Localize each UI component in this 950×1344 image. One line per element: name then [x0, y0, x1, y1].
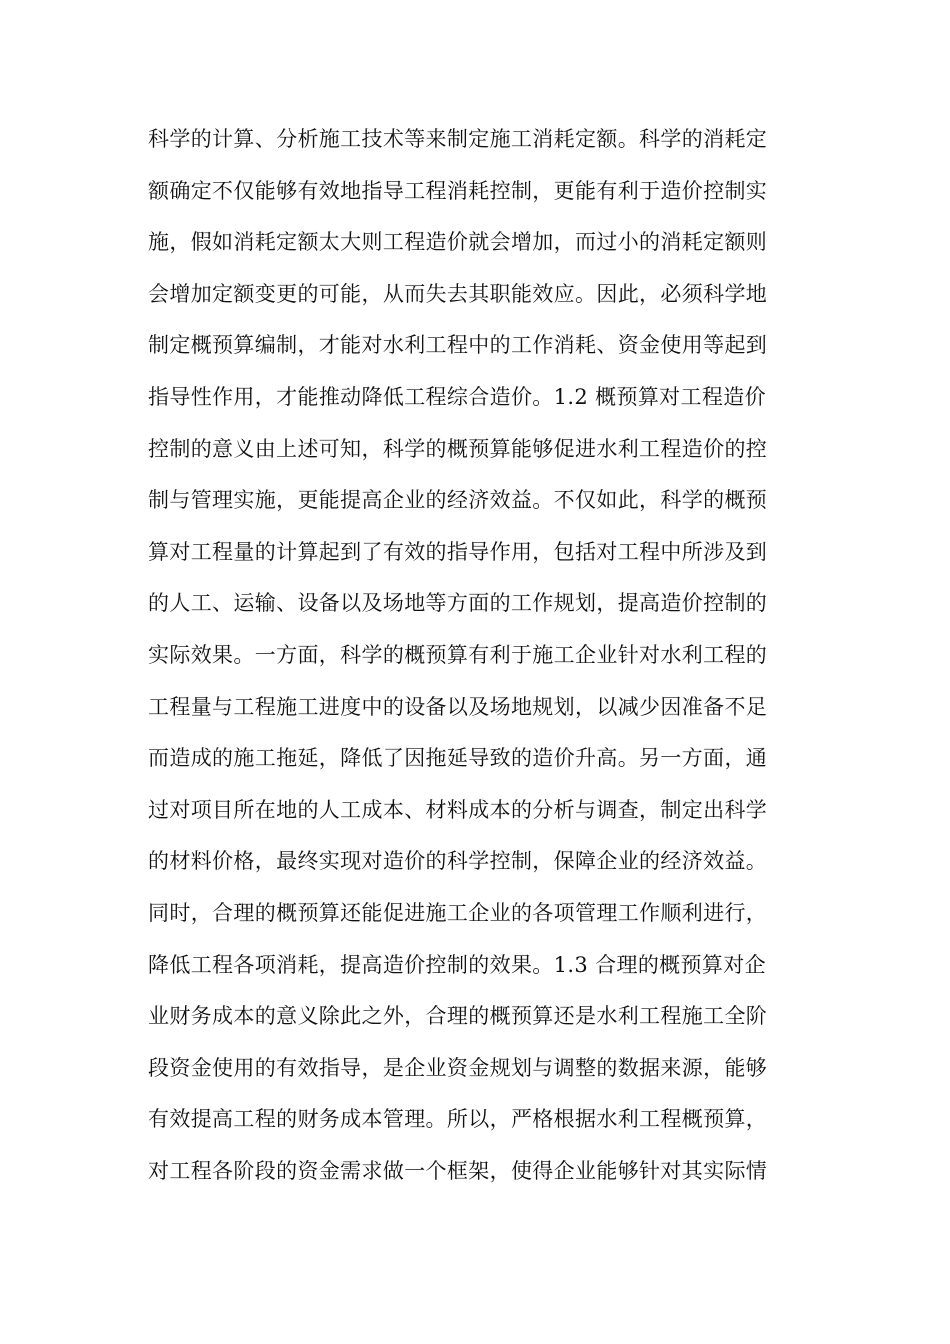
text-line: 工程量与工程施工进度中的设备以及场地规划，以减少因准备不足: [148, 694, 768, 719]
text-line: 有效提高工程的财务成本管理。所以，严格根据水利工程概预算，: [148, 1107, 768, 1132]
text-line: 制定概预算编制，才能对水利工程中的工作消耗、资金使用等起到: [148, 333, 768, 358]
text-line: 指导性作用，才能推动降低工程综合造价。1.2 概预算对工程造价: [148, 384, 766, 409]
text-line: 对工程各阶段的资金需求做一个框架，使得企业能够针对其实际情: [148, 1158, 768, 1183]
text-line: 算对工程量的计算起到了有效的指导作用，包括对工程中所涉及到: [148, 539, 768, 564]
text-line: 业财务成本的意义除此之外，合理的概预算还是水利工程施工全阶: [148, 1004, 768, 1029]
text-line: 会增加定额变更的可能，从而失去其职能效应。因此，必须科学地: [148, 281, 768, 306]
text-line: 段资金使用的有效指导，是企业资金规划与调整的数据来源，能够: [148, 1055, 768, 1080]
text-line: 而造成的施工拖延，降低了因拖延导致的造价升高。另一方面，通: [148, 746, 768, 771]
text-line: 降低工程各项消耗，提高造价控制的效果。1.3 合理的概预算对企: [148, 952, 766, 977]
body-paragraph: [148, 114, 808, 1197]
text-line: 额确定不仅能够有效地指导工程消耗控制，更能有利于造价控制实: [148, 178, 768, 203]
text-line: 同时，合理的概预算还能促进施工企业的各项管理工作顺利进行，: [148, 900, 768, 925]
text-line: 制与管理实施，更能提高企业的经济效益。不仅如此，科学的概预: [148, 488, 768, 513]
text-line: 的材料价格，最终实现对造价的科学控制，保障企业的经济效益。: [148, 849, 768, 874]
text-line: 施，假如消耗定额太大则工程造价就会增加，而过小的消耗定额则: [148, 230, 768, 255]
text-line: 控制的意义由上述可知，科学的概预算能够促进水利工程造价的控: [148, 436, 768, 461]
text-line: 过对项目所在地的人工成本、材料成本的分析与调查，制定出科学: [148, 797, 768, 822]
text-line: 科学的计算、分析施工技术等来制定施工消耗定额。科学的消耗定: [148, 127, 768, 151]
text-line: 的人工、运输、设备以及场地等方面的工作规划，提高造价控制的: [148, 591, 768, 616]
text-line: 实际效果。一方面，科学的概预算有利于施工企业针对水利工程的: [148, 642, 768, 667]
